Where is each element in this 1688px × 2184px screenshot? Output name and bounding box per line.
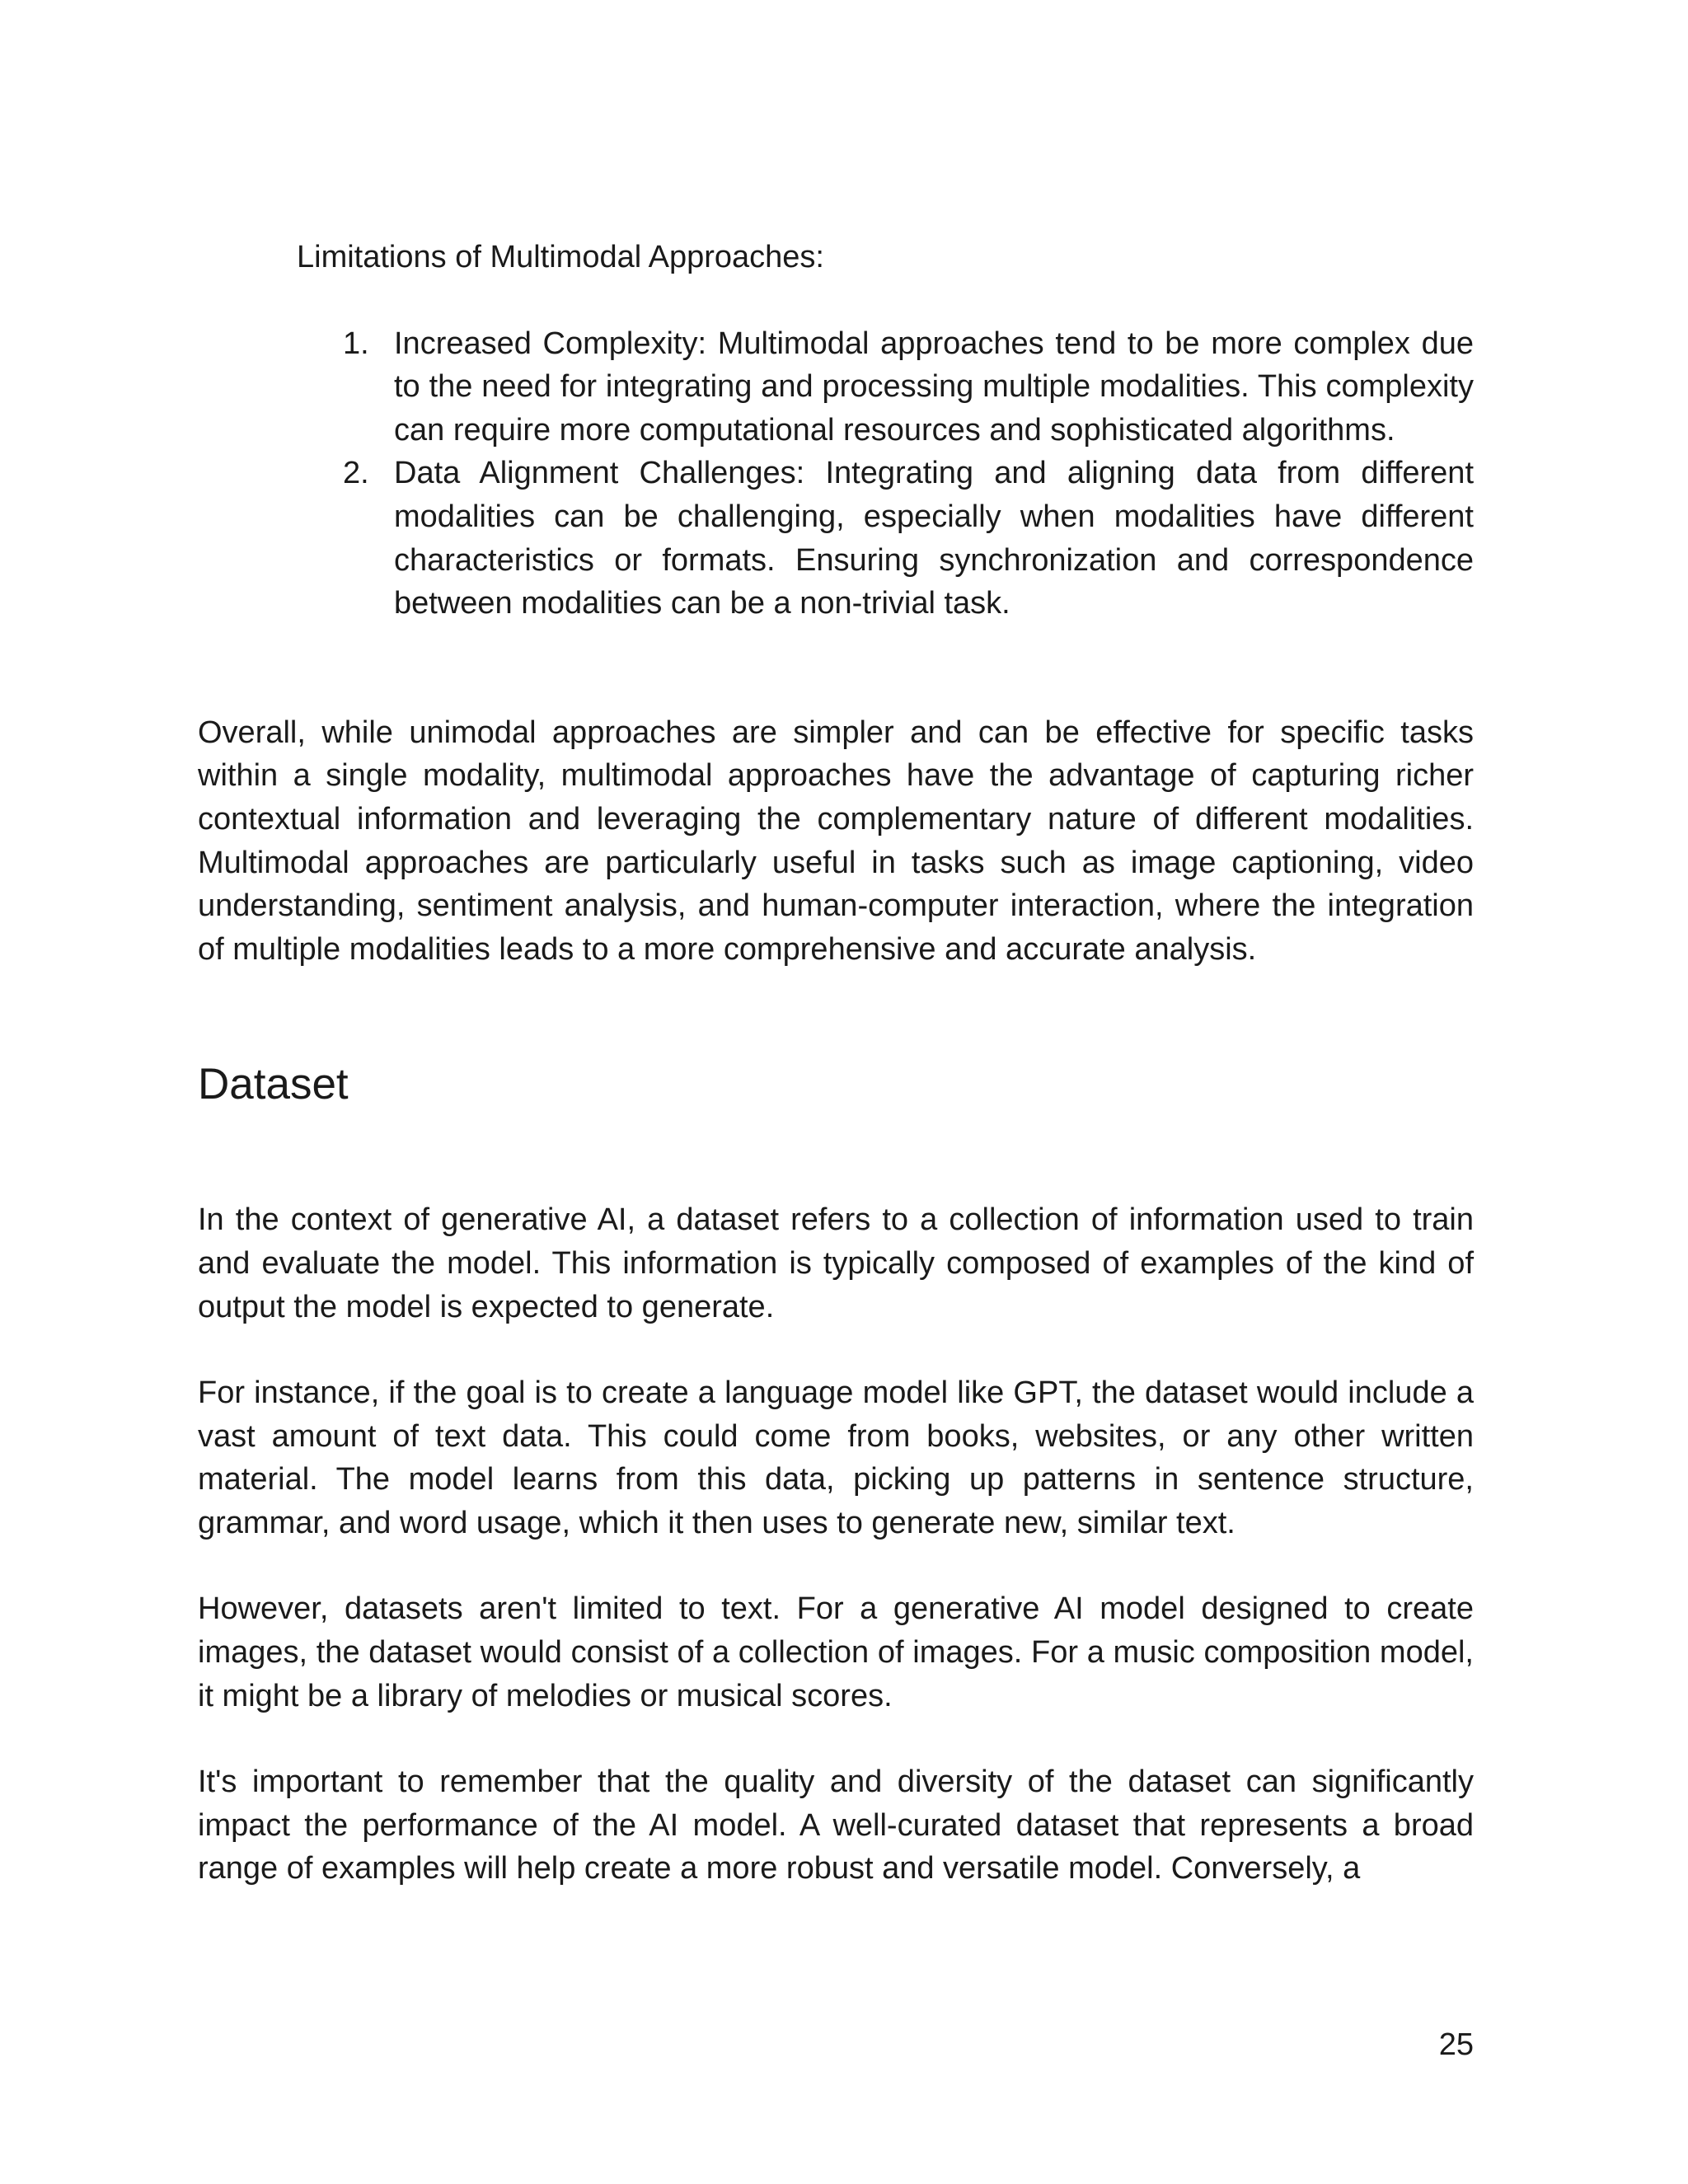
list-item-number: 2. [343, 456, 369, 491]
list-item-number: 1. [343, 326, 369, 361]
dataset-paragraph: For instance, if the goal is to create a language model like GPT, the dataset would include a vast amount of text data. This could come from books, websites, or any other written material. The model learns from this data, picking up patterns in sentence structure, grammar, and word usage, which it then uses to generate new, similar text. [198, 1376, 1474, 1540]
list-item [343, 322, 1474, 452]
dataset-paragraph: It's important to remember that the quality and diversity of the dataset can significantly impact the performance of the AI model. A well-curated dataset that represents a broad range of examples will help create a more robust and versatile model. Conversely, a [198, 1765, 1474, 1886]
section-heading-dataset: Dataset [198, 1060, 349, 1109]
page-content [198, 236, 1474, 1891]
dataset-paragraph: However, datasets aren't limited to text. For a generative AI model designed to create images, the dataset would consist of a collection of images. For a music composition model, it might be a library of melodies or musical scores. [198, 1591, 1474, 1713]
overall-paragraph: Overall, while unimodal approaches are simpler and can be effective for specific tasks within a single modality, multimodal approaches have the advantage of capturing richer contextual information and leveraging the complementary nature of different modalities. Multimodal approaches are particularly useful in tasks such as image captioning, video understanding, sentiment analysis, and human-computer interaction, where the integration of multiple modalities leads to a more comprehensive and accurate analysis. [198, 715, 1474, 967]
list-item-text: Increased Complexity: Multimodal approaches tend to be more complex due to the need for integrating and processing multiple modalities. This complexity can require more computational resources and sophisticated algorithms. [394, 326, 1474, 448]
dataset-paragraph: In the context of generative AI, a dataset refers to a collection of information used to train and evaluate the model. This information is typically composed of examples of the kind of output the model is expected to generate. [198, 1202, 1474, 1324]
page-number: 25 [1438, 2027, 1474, 2062]
limitations-list [198, 322, 1474, 626]
limitations-heading: Limitations of Multimodal Approaches: [297, 240, 824, 274]
list-item-text: Data Alignment Challenges: Integrating and aligning data from different modalities can be challenging, especially when modalities have different characteristics or formats. Ensuring synchronization and correspondence between modalities can be a non-trivial task. [394, 456, 1474, 621]
list-item [343, 452, 1474, 625]
